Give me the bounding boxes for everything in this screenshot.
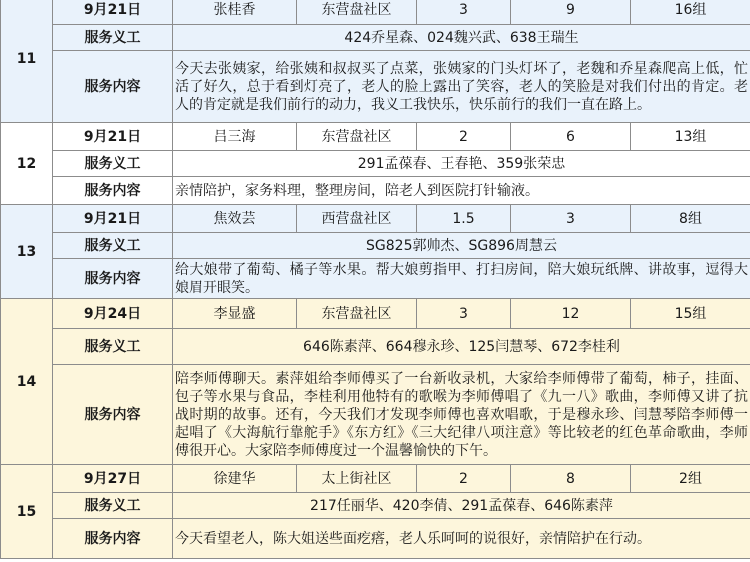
- hours: 2: [417, 465, 511, 493]
- table-row: [1, 177, 750, 205]
- table-row: [1, 233, 750, 259]
- table-row: [1, 151, 750, 177]
- hours: 3: [417, 0, 511, 25]
- volunteer-list: 217任丽华、420李倩、291孟葆春、646陈素萍: [173, 493, 750, 519]
- group: 2组: [631, 465, 750, 493]
- volunteers-label: 服务义工: [53, 233, 173, 259]
- service-content: 陪李师傅聊天。素萍姐给李师傅买了一台新收录机，大家给李师傅带了葡萄，柿子，挂面、包子等水果与食品，李桂利用他特有的歌喉为李师傅唱了《九一八》歌曲，李师傅又讲了抗战时期的故事。还有，今天我们才发现李师傅也喜欢唱歌，于是穆永珍、闫慧琴陪李师傅一起唱了《大海航行靠舵手》《东方红》《三大纪律八项注意》等比较老的红色革命歌曲，李师傅很开心。大家陪李师傅度过一个温馨愉快的下午。: [173, 365, 750, 465]
- elder-name: 吕三海: [173, 123, 297, 151]
- hours: 1.5: [417, 205, 511, 233]
- table-row: [1, 465, 750, 493]
- table-row: [1, 365, 750, 465]
- table-row: [1, 329, 750, 365]
- content-label: 服务内容: [53, 177, 173, 205]
- service-date: 9月21日: [53, 205, 173, 233]
- elder-name: 徐建华: [173, 465, 297, 493]
- table-row: [1, 123, 750, 151]
- person-hours: 3: [511, 205, 631, 233]
- volunteer-list: 646陈素萍、664穆永珍、125闫慧琴、672李桂利: [173, 329, 750, 365]
- service-content: 给大娘带了葡萄、橘子等水果。帮大娘剪指甲、打扫房间，陪大娘玩纸牌、讲故事，逗得大娘眉开眼笑。: [173, 259, 750, 299]
- volunteer-list: 291孟葆春、王春艳、359张荣忠: [173, 151, 750, 177]
- record-number: 15: [1, 465, 53, 559]
- service-content: 今天看望老人，陈大姐送些面疙瘩，老人乐呵呵的说很好，亲情陪护在行动。: [173, 519, 750, 559]
- hours: 3: [417, 299, 511, 329]
- table-row: [1, 51, 750, 123]
- table-row: [1, 259, 750, 299]
- person-hours: 8: [511, 465, 631, 493]
- elder-name: 张桂香: [173, 0, 297, 25]
- volunteer-list: SG825郭帅杰、SG896周慧云: [173, 233, 750, 259]
- hours: 2: [417, 123, 511, 151]
- service-content: 亲情陪护，家务料理，整理房间，陪老人到医院打针输液。: [173, 177, 750, 205]
- elder-name: 焦效芸: [173, 205, 297, 233]
- group: 15组: [631, 299, 750, 329]
- volunteers-label: 服务义工: [53, 25, 173, 51]
- service-date: 9月24日: [53, 299, 173, 329]
- community: 西营盘社区: [297, 205, 417, 233]
- community: 太上街社区: [297, 465, 417, 493]
- person-hours: 9: [511, 0, 631, 25]
- community: 东营盘社区: [297, 123, 417, 151]
- group: 13组: [631, 123, 750, 151]
- table-row: [1, 519, 750, 559]
- service-content: 今天去张姨家，给张姨和叔叔买了点菜，张姨家的门头灯坏了，老魏和乔星森爬高上低，忙活了好久，总于看到灯亮了，老人的脸上露出了笑容，老人的笑脸是对我们付出的肯定。老人的肯定就是我们前行的动力，我义工我快乐，快乐前行的我们一直在路上。: [173, 51, 750, 123]
- group: 8组: [631, 205, 750, 233]
- service-date: 9月21日: [53, 123, 173, 151]
- service-date: 9月21日: [53, 0, 173, 25]
- table-row: [1, 25, 750, 51]
- table-row: [1, 0, 750, 25]
- volunteer-list: 424乔星森、024魏兴武、638王瑞生: [173, 25, 750, 51]
- record-number: 12: [1, 123, 53, 205]
- table-row: [1, 299, 750, 329]
- group: 16组: [631, 0, 750, 25]
- table-row: [1, 205, 750, 233]
- record-number: 13: [1, 205, 53, 299]
- content-label: 服务内容: [53, 519, 173, 559]
- content-label: 服务内容: [53, 259, 173, 299]
- record-number: 14: [1, 299, 53, 465]
- content-label: 服务内容: [53, 51, 173, 123]
- table-row: [1, 493, 750, 519]
- community: 东营盘社区: [297, 0, 417, 25]
- volunteers-label: 服务义工: [53, 151, 173, 177]
- person-hours: 12: [511, 299, 631, 329]
- volunteers-label: 服务义工: [53, 329, 173, 365]
- person-hours: 6: [511, 123, 631, 151]
- volunteers-label: 服务义工: [53, 493, 173, 519]
- record-number: 11: [1, 0, 53, 123]
- service-date: 9月27日: [53, 465, 173, 493]
- community: 东营盘社区: [297, 299, 417, 329]
- elder-name: 李显盛: [173, 299, 297, 329]
- content-label: 服务内容: [53, 365, 173, 465]
